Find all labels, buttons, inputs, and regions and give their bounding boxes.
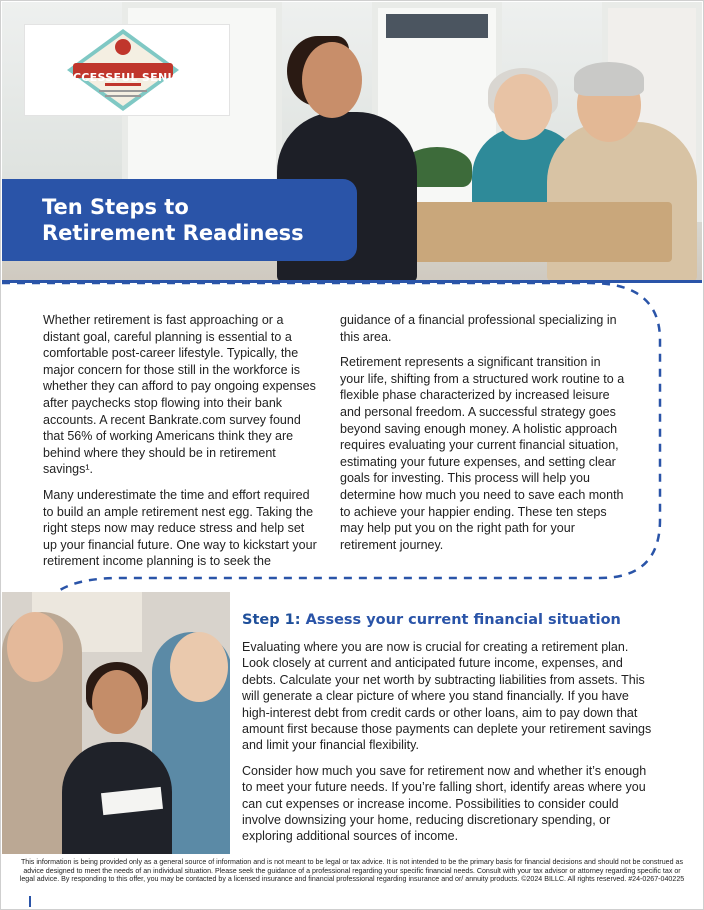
step-heading [242, 612, 621, 628]
paragraph: guidance of a financial professional specializing in this area. [340, 313, 617, 344]
step-body [242, 639, 652, 854]
paragraph: Consider how much you save for retirement now and whether it’s enough to meet your future needs. If you’re falling short, identify areas where you can cut expenses or increase income. Possibilities to consider could involve downsizing your home, reducing discretionary spending, or exploring additional sources of income. [242, 763, 647, 844]
step-photo [2, 592, 230, 854]
page-title [42, 194, 342, 246]
logo-emblem [65, 27, 181, 113]
paragraph: Evaluating where you are now is crucial for creating a retirement plan. Look closely at current and anticipated future income, expenses, and debts. Calculate your net worth by subtracting liabilities from assets. This will generate a clear picture of where you stand financially. If you have high-interest debt from credit cards or other loans, aim to pay down that amount first because those payments can deplete your retirement savings and limit your financial flexibility. [242, 640, 652, 753]
step-number: Step 1: [242, 612, 301, 628]
logo-name: SUCCESSFUL SENIORS [55, 71, 199, 84]
title-line-2: Retirement Readiness [42, 221, 304, 245]
paragraph: Whether retirement is fast approaching or a distant goal, careful planning is essential to a comfortable post-career lifestyle. Typically, the major concern for those still in the workforce is whether they can afford to pay ongoing expenses after paychecks stop flowing into their bank accounts. A recent Bankrate.com survey found that 56% of working Americans think they are behind where they should be in retirement savings¹. [43, 313, 316, 477]
paragraph: Retirement represents a significant transition in your life, shifting from a structured work routine to a flexible phase characterized by increased leisure and personal freedom. A successful strategy goes beyond saving enough money. A holistic approach requires evaluating your current financial situation, estimating your future expenses, and setting clear goals for investing. This process will help you determine how much you need to save each month to achieve your happier ending. These ten steps may help put you on the right path for your retirement journey. [340, 355, 625, 552]
title-line-1: Ten Steps to [42, 195, 189, 219]
disclaimer: This information is being provided only as a general source of information and is not meant to be legal or tax advice. It is not intended to be the primary basis for financial decisions and should not be construed as advice designed to meet the needs of an individual situation. Please seek the guidance of a professional regarding your specific financial needs. Consult with your tax advisor or attorney regarding specific tax or legal advice. By responding to this offer, you may be contacted by a licensed insurance and financial professional regarding insurance and or/ annuity products. ©2024 BILLC. All rights reserved. #24-0267-040225 [19, 858, 685, 884]
bottom-mark [29, 896, 31, 907]
paragraph: Many underestimate the time and effort required to build an ample retirement nest egg. Taking the right steps now may reduce stress and help set up your financial future. One way to kickstart your retirement income planning is to seek the [43, 487, 317, 569]
intro-right-column [340, 312, 625, 562]
intro-left-column [43, 312, 321, 579]
logo [24, 24, 230, 116]
hero-underline [2, 280, 702, 283]
step-title: Assess your current financial situation [305, 612, 621, 628]
